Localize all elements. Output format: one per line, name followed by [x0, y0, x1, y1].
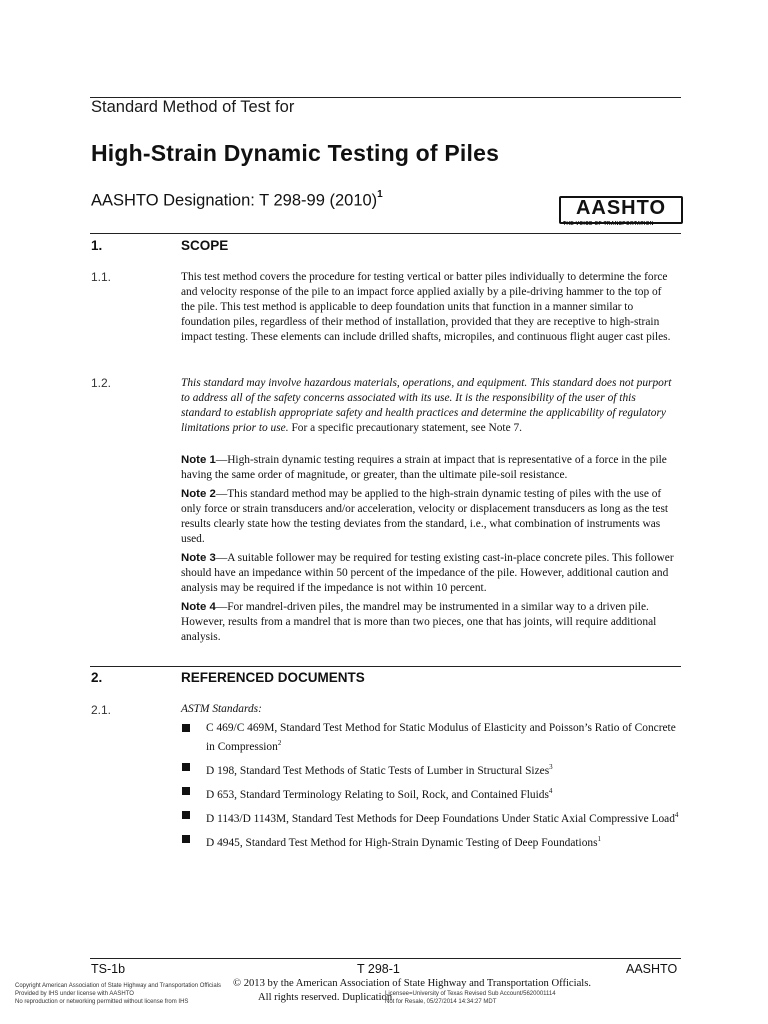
note-1-label: Note 1: [181, 454, 216, 466]
reference-text: C 469/C 469M, Standard Test Method for Static Modulus of Elasticity and Poisson’s Ratio of Concrete in Compression: [206, 722, 676, 753]
reference-item: [181, 832, 681, 851]
reference-footnote: 3: [549, 762, 553, 771]
copyright-line-1: © 2013 by the American Association of State Highway and Transportation Officials.: [233, 978, 591, 989]
note-4-label: Note 4: [181, 601, 216, 613]
note-2-text: —This standard method may be applied to the high-strain dynamic testing of piles with the use of only force or strain transducers and/or acceleration, velocity or displacement transducers as long as the test results clearly state how the testing deviates from the standard, i.e., what combination of instruments was used.: [181, 488, 669, 546]
ihs-notice-1: Copyright American Association of State Highway and Transportation Officials: [15, 983, 221, 989]
footer-rule: [90, 958, 681, 959]
ihs-notice-2: Provided by IHS under license with AASHTO: [15, 991, 134, 997]
note-3-label: Note 3: [181, 552, 216, 564]
bullet-icon: [182, 835, 190, 843]
reference-text: D 4945, Standard Test Method for High-Strain Dynamic Testing of Deep Foundations: [206, 836, 598, 849]
reference-item: [181, 784, 681, 803]
logo-tagline: THE VOICE OF TRANSPORTATION: [563, 221, 654, 227]
copyright-line-2: All rights reserved. Duplication: [258, 992, 393, 1003]
bullet-icon: [182, 811, 190, 819]
section-2-rule: [90, 666, 681, 667]
reference-footnote: 4: [548, 786, 553, 795]
paragraph-1-2: [181, 376, 678, 436]
note-3: [181, 551, 678, 596]
note-4-text: —For mandrel-driven piles, the mandrel may be instrumented in a similar way to a driven pile. However, results from a mandrel that is more than two pieces, one that has joints, will require additional analysis.: [181, 601, 657, 644]
document-kicker: Standard Method of Test for: [91, 98, 295, 116]
note-2-label: Note 2: [181, 488, 216, 500]
section-1-rule: [90, 233, 681, 234]
footer-series: TS-1b: [91, 962, 126, 976]
resale-notice: Not for Resale, 05/27/2014 14:34:27 MDT: [385, 999, 497, 1005]
note-2: [181, 487, 678, 547]
reference-footnote: 2: [277, 739, 282, 748]
section-1-heading: SCOPE: [181, 238, 229, 253]
note-1-text: —High-strain dynamic testing requires a strain at impact that is representative of a force in the pile having the same order of magnitude, or greater, than the ultimate pile-soil resistance.: [181, 454, 667, 482]
licensee-notice: Licensee=University of Texas Revised Sub Account/5620001114: [385, 991, 556, 997]
bullet-icon: [182, 787, 190, 795]
precaution-reference: For a specific precautionary statement, see Note 7.: [288, 422, 523, 435]
logo-text: AASHTO: [575, 197, 667, 219]
astm-label-text: ASTM Standards:: [181, 703, 262, 715]
section-2-heading: REFERENCED DOCUMENTS: [181, 670, 365, 685]
footer-publisher: AASHTO: [626, 962, 678, 976]
paragraph-2-1-number: 2.1.: [91, 703, 112, 717]
bullet-icon: [182, 763, 190, 771]
reference-text: D 653, Standard Terminology Relating to Soil, Rock, and Contained Fluids: [206, 788, 549, 801]
reference-footnote: 4: [674, 810, 679, 819]
ihs-notice-3: No reproduction or networking permitted without license from IHS: [15, 999, 189, 1005]
paragraph-1-2-number: 1.2.: [91, 376, 112, 390]
reference-text: D 198, Standard Test Methods of Static Tests of Lumber in Structural Sizes: [206, 764, 550, 777]
document-title: High-Strain Dynamic Testing of Piles: [91, 140, 500, 166]
note-1: [181, 453, 678, 483]
reference-item: [181, 760, 681, 779]
designation-footnote: 1: [377, 189, 383, 200]
reference-list: [181, 721, 681, 856]
bullet-icon: [182, 724, 190, 732]
designation: [91, 191, 383, 211]
safety-statement: This standard may involve hazardous materials, operations, and equipment. This standard does not purport to address all of the safety concerns associated with its use. It is the responsibility of the user of this standard to establish appropriate safety and health practices and determine the applicability of regulatory limitations prior to use.: [181, 377, 672, 435]
astm-standards-label: [181, 702, 678, 717]
section-2-number: 2.: [91, 670, 103, 685]
footer-page-number: T 298-1: [357, 962, 400, 976]
designation-text: AASHTO Designation: T 298-99 (2010): [91, 191, 378, 210]
reference-item: [181, 808, 681, 827]
paragraph-1-1-number: 1.1.: [91, 270, 112, 284]
paragraph-1-1: This test method covers the procedure for testing vertical or batter piles individually to determine the force and velocity response of the pile to an impact force applied axially by a pile-driving hammer to the top of the pile. This test method is applicable to deep foundation units that function in a manner similar to foundation piles, regardless of their method of installation, provided that they are receptive to high-strain impact testing. These elements can include drilled shafts, micropiles, and continuous flight auger cast piles.: [181, 271, 671, 344]
note-3-text: —A suitable follower may be required for testing existing cast-in-place concrete piles. This follower should have an impedance within 50 percent of the impedance of the pile. However, additional caution and analysis may be required if the impedance is not within 10 percent.: [181, 552, 674, 595]
reference-footnote: 1: [597, 834, 602, 843]
section-1-number: 1.: [91, 238, 103, 253]
reference-item: [181, 721, 681, 755]
note-4: [181, 600, 678, 645]
reference-text: D 1143/D 1143M, Standard Test Methods for Deep Foundations Under Static Axial Compressive Load: [206, 812, 675, 825]
aashto-logo: [559, 196, 681, 228]
